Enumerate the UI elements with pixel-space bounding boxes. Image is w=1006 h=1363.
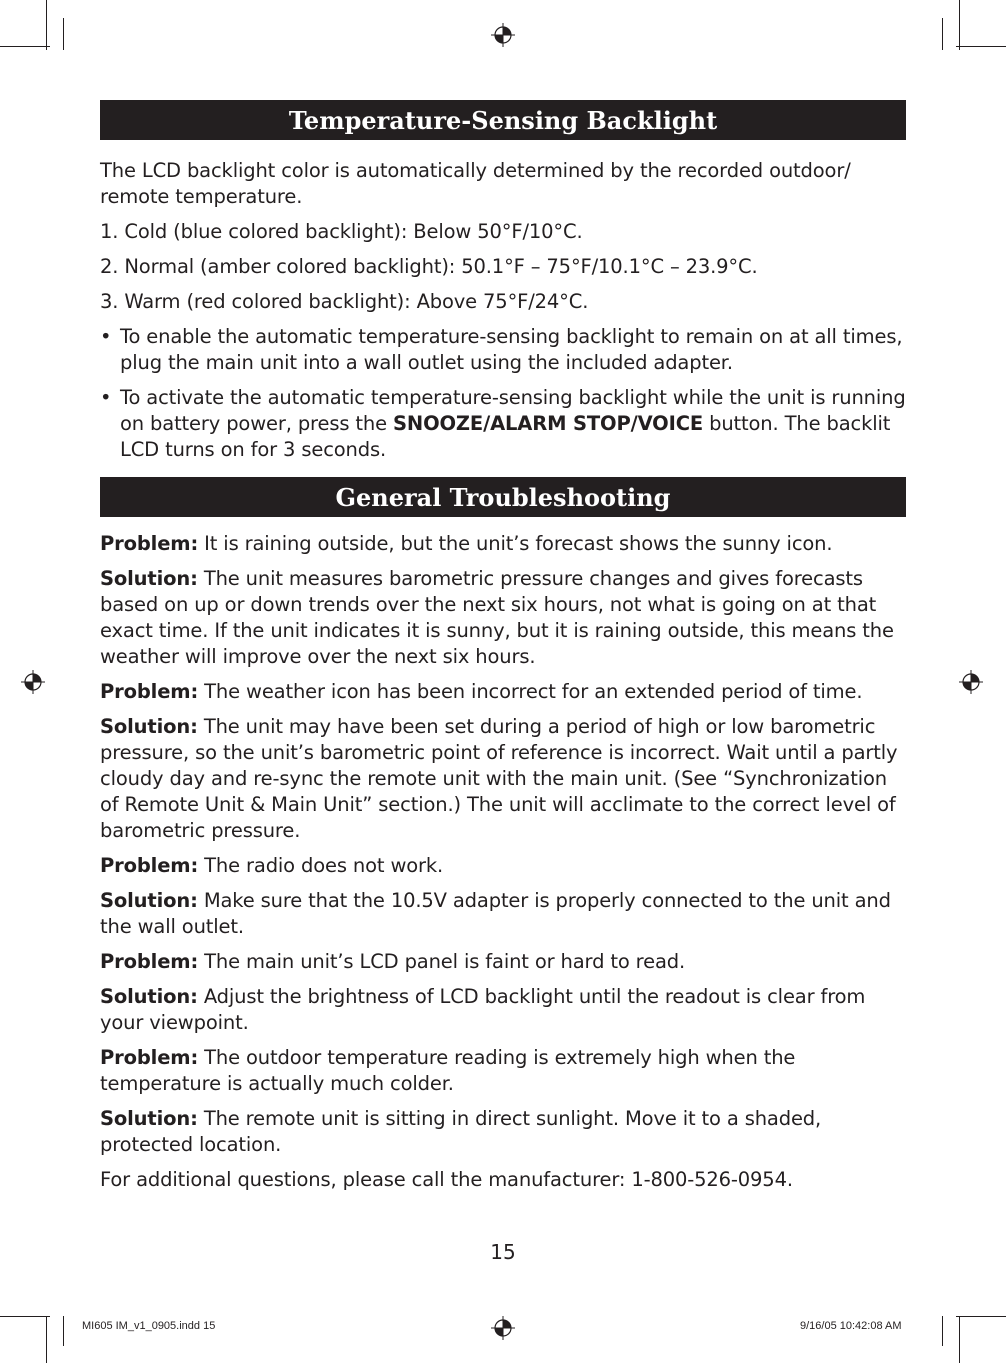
slug-filename: MI605 IM_v1_0905.indd 15 (82, 1320, 216, 1332)
problem-row (100, 949, 906, 975)
bullet-text: To enable the automatic temperature-sensing backlight to remain on at all times, plug the main unit into a wall outlet using the included adapter. (120, 325, 903, 374)
bullet-symbol: • (100, 325, 112, 348)
crop-mark (0, 1316, 50, 1317)
problem-label: Problem: (100, 532, 199, 555)
crop-mark (959, 1316, 960, 1363)
bullet-item (100, 385, 906, 463)
bullet-text-pre: To activate the automatic temperature-sensing backlight while the unit is running on battery power, press the (120, 386, 906, 435)
crop-mark (46, 1316, 47, 1363)
solution-row (100, 888, 906, 940)
solution-row (100, 714, 906, 844)
solution-label: Solution: (100, 889, 198, 912)
solution-row (100, 566, 906, 670)
solution-text: The unit measures barometric pressure changes and gives forecasts based on up or down trends over the next six hours, not what is going on at that exact time. If the unit indicates it is sunny, but it is raining outside, this means the weather will improve over the next six hours. (100, 567, 894, 668)
registration-target-icon (491, 1316, 515, 1340)
bullet-text-post: button. The backlit LCD turns on for 3 seconds. (120, 412, 891, 461)
problem-label: Problem: (100, 1046, 199, 1069)
problem-row (100, 531, 906, 557)
contact-info: For additional questions, please call the manufacturer: 1-800-526-0954. (100, 1168, 793, 1191)
crop-mark (956, 1316, 1006, 1317)
button-name: SNOOZE/ALARM STOP/VOICE (393, 412, 704, 435)
slug-timestamp: 9/16/05 10:42:08 AM (800, 1320, 902, 1332)
problem-row (100, 853, 906, 879)
crop-mark (63, 1316, 64, 1346)
problem-text: The weather icon has been incorrect for an extended period of time. (204, 680, 863, 703)
crop-mark (0, 46, 50, 47)
registration-target-icon (491, 23, 515, 47)
troubleshooting-list (100, 531, 906, 1193)
solution-row (100, 1106, 906, 1158)
solution-label: Solution: (100, 715, 198, 738)
list-item: 3. Warm (red colored backlight): Above 75°F/24°C. (100, 290, 589, 313)
problem-label: Problem: (100, 680, 199, 703)
solution-label: Solution: (100, 985, 198, 1008)
problem-label: Problem: (100, 950, 199, 973)
problem-text: The main unit’s LCD panel is faint or hard to read. (204, 950, 686, 973)
problem-row (100, 1045, 906, 1097)
crop-mark (63, 18, 64, 50)
solution-label: Solution: (100, 1107, 198, 1130)
list-item: 2. Normal (amber colored backlight): 50.1°F – 75°F/10.1°C – 23.9°C. (100, 255, 758, 278)
problem-text: The radio does not work. (204, 854, 444, 877)
crop-mark (956, 46, 1006, 47)
registration-target-icon (21, 670, 45, 694)
solution-text: The unit may have been set during a period of high or low barometric pressure, so the unit’s barometric point of reference is incorrect. Wait until a partly cloudy day and re-sync the remote unit with the main unit. (See “Synchronization of Remote Unit & Main Unit” section.) The unit will acclimate to the correct level of barometric pressure. (100, 715, 898, 842)
problem-text: The outdoor temperature reading is extremely high when the temperature is actually much colder. (100, 1046, 796, 1095)
backlight-intro: The LCD backlight color is automatically determined by the recorded outdoor/ remote temperature. (100, 159, 851, 208)
section-header-backlight: Temperature-Sensing Backlight (100, 100, 906, 140)
bullet-text (120, 385, 906, 463)
crop-mark (942, 1316, 943, 1346)
bullet-symbol: • (100, 386, 112, 409)
registration-target-icon (959, 670, 983, 694)
solution-text: Make sure that the 10.5V adapter is properly connected to the unit and the wall outlet. (100, 889, 891, 938)
problem-text: It is raining outside, but the unit’s forecast shows the sunny icon. (204, 532, 833, 555)
crop-mark (959, 0, 960, 50)
solution-text: Adjust the brightness of LCD backlight until the readout is clear from your viewpoint. (100, 985, 866, 1034)
solution-row (100, 984, 906, 1036)
problem-row (100, 679, 906, 705)
solution-label: Solution: (100, 567, 198, 590)
solution-text: The remote unit is sitting in direct sunlight. Move it to a shaded, protected location. (100, 1107, 822, 1156)
crop-mark (46, 0, 47, 50)
page-number: 15 (490, 1240, 516, 1264)
problem-label: Problem: (100, 854, 199, 877)
section-header-troubleshooting: General Troubleshooting (100, 477, 906, 517)
crop-mark (942, 18, 943, 50)
list-item: 1. Cold (blue colored backlight): Below 50°F/10°C. (100, 220, 583, 243)
page-content (100, 100, 906, 1193)
bullet-item (100, 324, 906, 376)
